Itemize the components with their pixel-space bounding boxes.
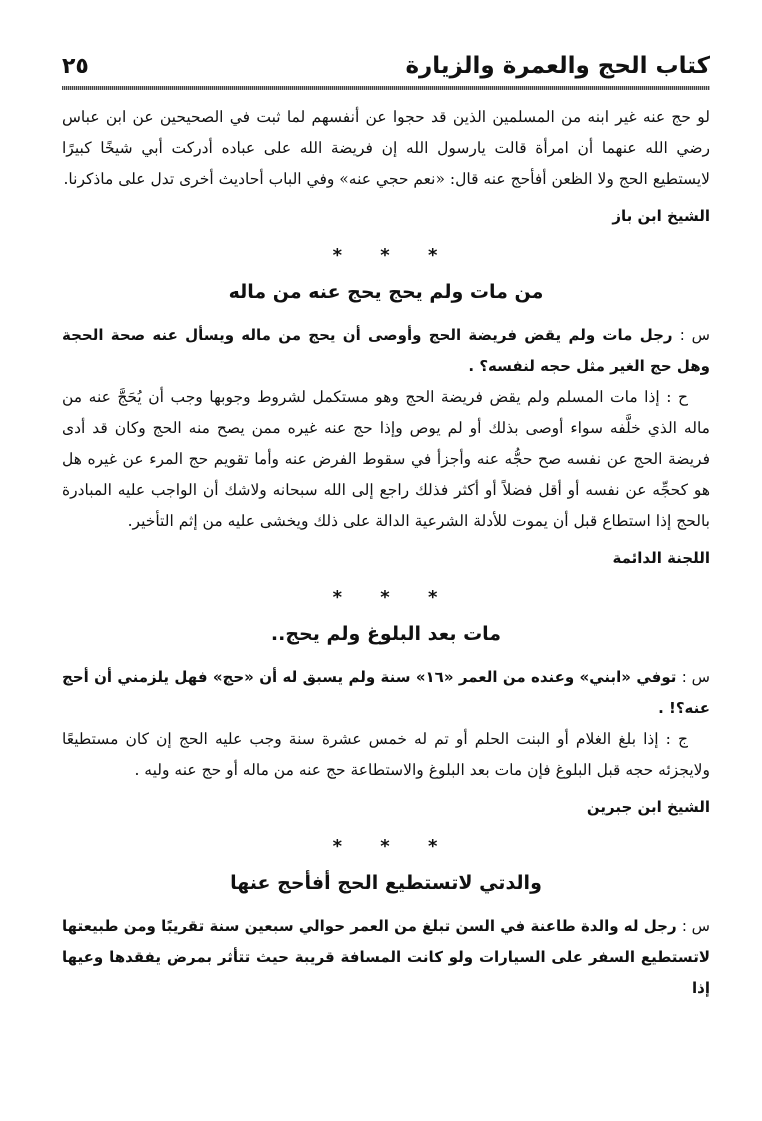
question-3-text: رجل له والدة طاعنة في السن تبلغ من العمر حوالي سبعين سنة تقريبًا ومن طبيعتها لاتستطيع السفر على السيارات ولو كانت المسافة قريبة حيث تتأثر بمرض يفقدها وعيها إذا [62,917,710,997]
intro-signature: الشيخ ابن باز [612,207,710,225]
signature-2: الشيخ ابن جبرين [586,798,710,816]
question-marker: س : [681,917,710,935]
question-marker: س : [679,326,710,344]
section-separator: * * * [332,836,440,857]
page-body [62,102,710,1004]
answer-2: ج : إذا بلغ الغلام أو البنت الحلم أو تم له خمس عشرة سنة وجب عليه الحج إن كان مستطيعًا ولايجزئه حجه قبل البلوغ فإن مات بعد البلوغ والاستطاعة حج عنه من ماله أو حج عنه وليه . [62,730,710,779]
section-heading-2: مات بعد البلوغ ولم يحج.. [270,623,502,645]
page-header [62,50,710,82]
signature-1: اللجنة الدائمة [612,549,710,567]
question-1 [62,320,710,382]
section-heading-1: من مات ولم يحج يحج عنه من ماله [228,281,544,303]
question-2-text: توفي «ابني» وعنده من العمر «١٦» سنة ولم يسبق له أن «حج» فهل يلزمني أن أحج عنه؟! . [62,668,710,717]
question-1-text: رجل مات ولم يقض فريضة الحج وأوصى أن يحج من ماله ويسأل عنه صحة الحجة وهل حج الغير مثل حجه لنفسه؟ . [62,326,710,375]
answer-1: ح : إذا مات المسلم ولم يقض فريضة الحج وهو مستكمل لشروط وجوبها وجب أن يُحَجَّ عنه من ماله الذي خلَّفه سواء أوصى بذلك أو لم يوص وإذا حج عنه غيره ممن يصح منه الحج وكان قد أدى فريضة الحج عن نفسه صح حجُّه عنه وأجزأ في سقوط الفرض عنه وأما تقويم حج المرء عن غيره هل هو كحجِّه عن نفسه أو أقل فضلاً أو أكثر فذلك راجع إلى الله سبحانه ولاشك أن الواجب عليه المبادرة بالحج إذا استطاع قبل أن يموت للأدلة الشرعية الدالة على ذلك ويخشى عليه من إثم التأخير. [62,388,710,530]
page-number: ٢٥ [62,53,89,79]
question-3 [62,911,710,1004]
question-marker: س : [681,668,710,686]
header-rule [62,86,710,90]
section-heading-3: والدتي لاتستطيع الحج أفأحج عنها [230,872,542,894]
section-separator: * * * [332,587,440,608]
intro-paragraph: لو حج عنه غير ابنه من المسلمين الذين قد حجوا عن أنفسهم لما ثبت في الصحيحين عن ابن عباس رضي الله عنهما أن امرأة قالت يارسول الله إن فريضة الله على عباده أدركت أبي شيخًا كبيرًا لايستطيع الحج ولا الظعن أفأحج عنه قال: «نعم حجي عنه» وفي الباب أحاديث أخرى تدل على ماذكرنا. [62,108,710,188]
question-2 [62,662,710,724]
section-separator: * * * [332,245,440,266]
running-title: كتاب الحج والعمرة والزيارة [405,53,710,79]
